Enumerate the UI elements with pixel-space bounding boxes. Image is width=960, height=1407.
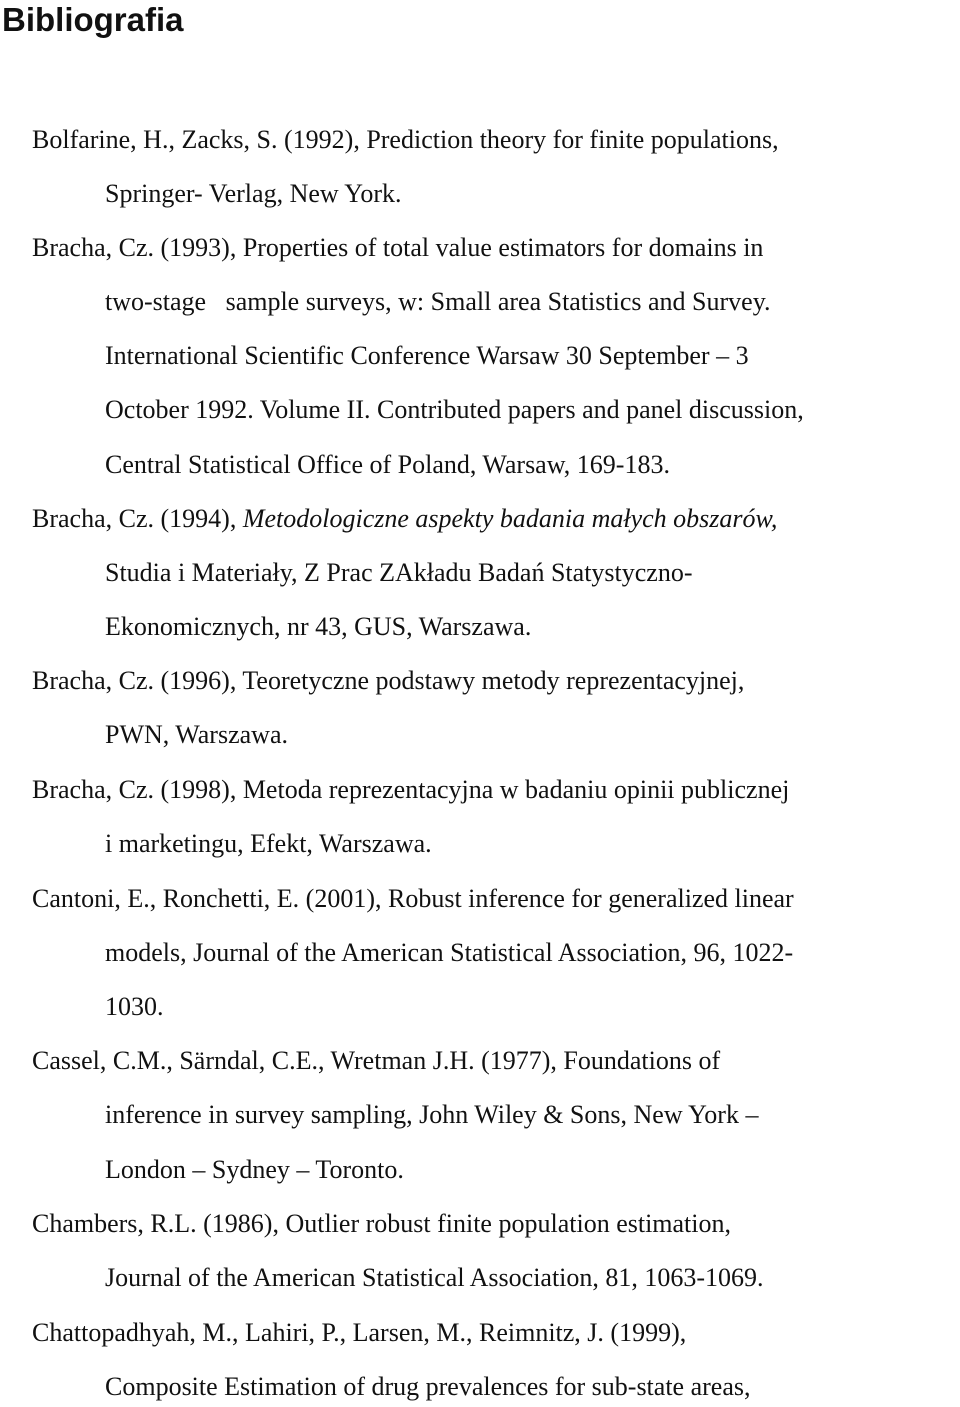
entry-line: Central Statistical Office of Poland, Warsaw, 169-183. — [105, 450, 670, 479]
entry-line: inference in survey sampling, John Wiley & Sons, New York – — [105, 1100, 759, 1129]
entry-line: Chattopadhyah, M., Lahiri, P., Larsen, M., Reimnitz, J. (1999), — [32, 1318, 687, 1347]
entry-title-italic: Metodologiczne aspekty badania małych obszarów, — [242, 504, 778, 533]
entry-line: models, Journal of the American Statistical Association, 96, 1022- — [105, 938, 794, 967]
entry-line — [32, 503, 777, 535]
entry-line: Bracha, Cz. (1996), Teoretyczne podstawy metody reprezentacyjnej, — [32, 666, 745, 695]
entry-line: PWN, Warszawa. — [105, 720, 288, 749]
entry-line: International Scientific Conference Warsaw 30 September – 3 — [105, 341, 749, 370]
entry-line: 1030. — [105, 992, 164, 1021]
entry-line: London – Sydney – Toronto. — [105, 1155, 404, 1184]
entry-line: two-stage sample surveys, w: Small area Statistics and Survey. — [105, 287, 771, 316]
entry-line: Studia i Materiały, Z Prac ZAkładu Badań Statystyczno- — [105, 558, 693, 587]
entry-line: Ekonomicznych, nr 43, GUS, Warszawa. — [105, 612, 532, 641]
entry-line: Composite Estimation of drug prevalences for sub-state areas, — [105, 1372, 751, 1401]
page-title: Bibliografia — [2, 1, 184, 38]
entry-line: October 1992. Volume II. Contributed papers and panel discussion, — [105, 395, 804, 424]
entry-line: Cantoni, E., Ronchetti, E. (2001), Robust inference for generalized linear — [32, 884, 794, 913]
entry-line: Journal of the American Statistical Association, 81, 1063-1069. — [105, 1263, 764, 1292]
entry-line: Bracha, Cz. (1993), Properties of total value estimators for domains in — [32, 233, 764, 262]
entry-line: Springer- Verlag, New York. — [105, 179, 402, 208]
entry-line: Chambers, R.L. (1986), Outlier robust finite population estimation, — [32, 1209, 732, 1238]
entry-line: Bolfarine, H., Zacks, S. (1992), Prediction theory for finite populations, — [32, 125, 779, 154]
entry-authors-year: Bracha, Cz. (1994), — [32, 504, 243, 533]
entry-line: i marketingu, Efekt, Warszawa. — [105, 829, 432, 858]
entry-line: Bracha, Cz. (1998), Metoda reprezentacyjna w badaniu opinii publicznej — [32, 775, 790, 804]
entry-line: Cassel, C.M., Särndal, C.E., Wretman J.H. (1977), Foundations of — [32, 1046, 721, 1075]
